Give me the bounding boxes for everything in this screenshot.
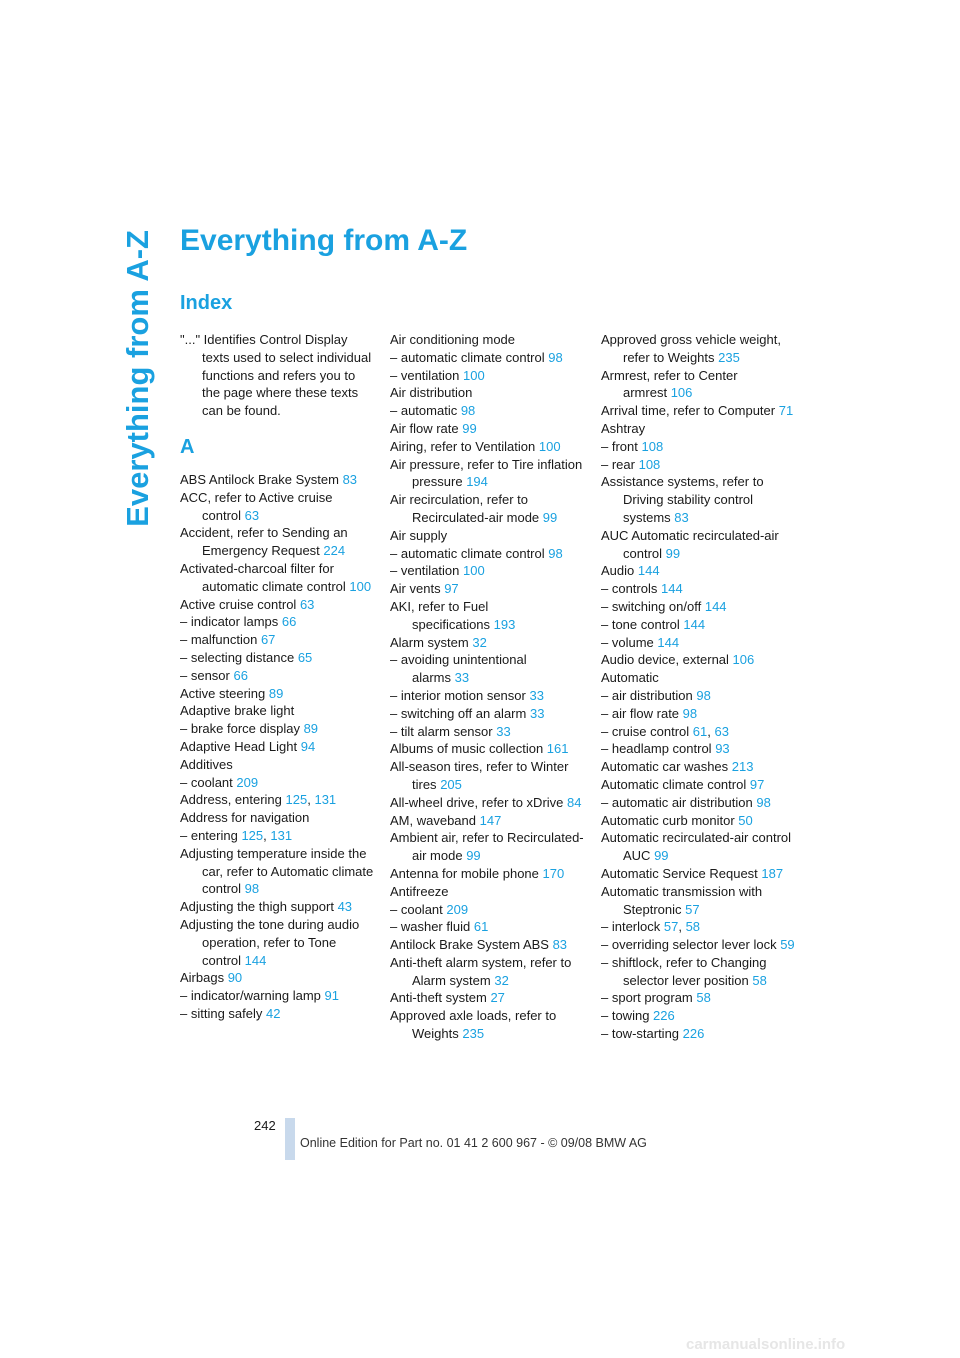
index-entry — [180, 471, 375, 489]
index-entry — [390, 865, 585, 883]
index-entry-text: Automatic recirculated-air control AUC — [601, 830, 792, 864]
page-reference-link[interactable]: 99 — [665, 545, 681, 561]
index-entry — [390, 723, 585, 741]
page-reference-link[interactable]: 193 — [493, 616, 516, 632]
page-reference-link[interactable]: 161 — [546, 741, 569, 757]
section-title: Index — [180, 292, 233, 314]
page-reference-link[interactable]: 144 — [704, 598, 727, 614]
index-entry — [390, 545, 585, 563]
page-reference-link[interactable]: 99 — [654, 848, 669, 864]
index-entry — [601, 420, 796, 438]
index-entry — [601, 651, 796, 669]
index-entry-text: Automatic transmission with Steptronic — [601, 883, 763, 917]
page-reference-link[interactable]: 144 — [661, 581, 683, 597]
index-entry — [390, 989, 585, 1007]
page-reference-link[interactable]: 58 — [696, 990, 711, 1006]
index-entry-text: Air conditioning mode — [390, 332, 516, 347]
page-reference-link[interactable]: 100 — [349, 578, 372, 594]
index-entry — [390, 598, 585, 634]
index-entry-text: – towing — [601, 1008, 650, 1024]
index-entry — [601, 456, 796, 474]
index-entry-text: AUC Automatic recirculated-air control — [601, 527, 779, 561]
index-entry-text: Adaptive brake light — [180, 703, 295, 719]
page-reference-link[interactable]: 83 — [674, 509, 689, 525]
page-reference-link[interactable]: 235 — [718, 349, 740, 365]
index-entry-text: – selecting distance — [180, 649, 295, 665]
page-reference-link[interactable]: 170 — [542, 865, 565, 881]
page-reference-link[interactable]: 187 — [761, 865, 784, 881]
page-reference-link[interactable]: 131 — [314, 792, 337, 808]
page-reference-link[interactable]: 125 — [285, 792, 308, 808]
index-entry-text: – automatic climate control — [390, 545, 545, 561]
index-entry-text: Ashtray — [601, 420, 646, 436]
index-entry-text: – automatic climate control — [390, 349, 545, 365]
index-entry-text: Automatic Service Request — [601, 865, 758, 881]
index-entry-text: Air supply — [390, 527, 448, 543]
index-entry-text: – indicator lamps — [180, 614, 279, 630]
index-entry-text: – automatic — [390, 403, 458, 419]
index-entry-text: ACC, refer to Active cruise control — [180, 489, 333, 523]
index-entry: – cruise control 61, 63 — [601, 723, 729, 739]
page-reference-link[interactable]: 59 — [780, 937, 795, 953]
index-entry — [601, 402, 796, 420]
index-entry-text: – ventilation — [390, 563, 460, 579]
index-entry-text: – air flow rate — [601, 705, 680, 721]
index-entry — [601, 829, 796, 865]
page-reference-link[interactable]: 100 — [463, 563, 485, 579]
index-entry-text: AM, waveband — [390, 812, 476, 828]
index-entry-text: – automatic air distribution — [601, 794, 753, 810]
index-entry — [390, 580, 585, 598]
index-entry-text: – rear — [601, 456, 635, 472]
index-entry-text: Automatic climate control — [601, 776, 747, 792]
page-reference-link[interactable]: 58 — [752, 972, 767, 988]
index-entry — [390, 883, 585, 901]
index-entry — [180, 774, 375, 792]
index-entry — [601, 634, 796, 652]
index-entry — [390, 687, 585, 705]
page-reference-link[interactable]: 89 — [268, 685, 284, 701]
index-entry-text: – air distribution — [601, 687, 693, 703]
index-entry — [180, 489, 375, 525]
watermark: carmanualsonline.info — [686, 1336, 846, 1353]
page-reference-link[interactable]: 98 — [460, 403, 476, 419]
index-entry — [601, 598, 796, 616]
index-entry — [180, 685, 375, 703]
index-entry-text: Air distribution — [390, 385, 473, 401]
page-reference-link[interactable]: 42 — [266, 1005, 281, 1021]
index-entry — [601, 1007, 796, 1025]
page-reference-link[interactable]: 33 — [454, 670, 470, 686]
footer-edition: Online Edition for Part no. 01 41 2 600 967 - © 09/08 BMW AG — [300, 1136, 647, 1150]
index-entry-text: – brake force display — [180, 721, 300, 737]
index-entry — [180, 969, 375, 987]
index-entry-text: Active cruise control — [180, 596, 297, 612]
index-entry — [390, 758, 585, 794]
page-reference-link[interactable]: 147 — [479, 812, 502, 828]
page-reference-link[interactable]: 57 — [663, 919, 679, 935]
page-reference-link[interactable]: 144 — [683, 616, 706, 632]
page-reference-link[interactable]: 33 — [529, 705, 545, 721]
index-entry — [180, 845, 375, 898]
index-entry — [390, 901, 585, 919]
index-entry — [601, 527, 796, 563]
page-reference-link[interactable]: 67 — [260, 632, 276, 648]
page-reference-link[interactable]: 144 — [637, 563, 660, 579]
page-reference-link[interactable]: 83 — [552, 937, 568, 953]
page-reference-link[interactable]: 226 — [653, 1008, 675, 1024]
index-entry — [180, 987, 375, 1005]
index-entry-text: Airbags — [180, 970, 225, 986]
index-entry-text: – tow-starting — [601, 1026, 680, 1042]
index-entry — [601, 740, 796, 758]
index-entry — [601, 936, 796, 954]
index-entry — [390, 367, 585, 385]
page-reference-link[interactable]: 226 — [682, 1026, 705, 1042]
index-column-2 — [390, 331, 585, 1043]
index-entry-text: Automatic curb monitor — [601, 812, 735, 828]
page-reference-link[interactable]: 194 — [466, 474, 488, 490]
index-entry-text: – tilt alarm sensor — [390, 723, 493, 739]
index-entry-text: Assistance systems, refer to Driving stability control systems — [601, 474, 764, 525]
page-reference-link[interactable]: 235 — [462, 1026, 485, 1042]
index-entry — [601, 367, 796, 403]
index-entry-text: ABS Antilock Brake System — [180, 471, 339, 487]
page-reference-link[interactable]: 83 — [342, 471, 358, 487]
page-reference-link[interactable]: 91 — [324, 988, 339, 1004]
index-entry — [390, 438, 585, 456]
index-entry — [390, 918, 585, 936]
page-reference-link[interactable]: 32 — [472, 634, 487, 650]
page-reference-link[interactable]: 32 — [494, 972, 509, 988]
index-entry-text: Antilock Brake System ABS — [390, 937, 549, 953]
page-reference-link[interactable]: 108 — [638, 456, 661, 472]
page-title: Everything from A-Z — [180, 224, 468, 257]
index-entry-text: AKI, refer to Fuel specifications — [390, 598, 491, 632]
footer-bar — [285, 1118, 295, 1160]
index-entry-text: – headlamp control — [601, 741, 712, 757]
index-entry — [390, 491, 585, 527]
index-entry-text: – interior motion sensor — [390, 687, 526, 703]
index-entry: – interlock 57, 58 — [601, 919, 701, 935]
index-entry-text: Anti-theft system — [390, 990, 487, 1006]
index-entry — [180, 667, 375, 685]
index-entry — [180, 631, 375, 649]
index-entry — [390, 349, 585, 367]
index-entry — [601, 616, 796, 634]
index-entry — [601, 580, 796, 598]
index-entry — [390, 829, 585, 865]
index-entry-text: – indicator/warning lamp — [180, 988, 321, 1004]
index-entry-text: Address for navigation — [180, 810, 310, 826]
index-entry-text: – coolant — [180, 774, 233, 790]
page-reference-link[interactable]: 144 — [657, 634, 680, 650]
index-entry — [601, 812, 796, 830]
index-entry-text: – switching on/off — [601, 598, 702, 614]
index-entry — [601, 865, 796, 883]
page-reference-link[interactable]: 99 — [462, 420, 477, 436]
index-entry — [180, 1005, 375, 1023]
index-entry-text: – front — [601, 438, 638, 454]
index-entry: Address, entering 125, 131 — [180, 792, 337, 808]
page-reference-link[interactable]: 99 — [542, 509, 558, 525]
index-entry-text: Audio — [601, 563, 635, 579]
page-reference-link[interactable]: 213 — [731, 759, 754, 775]
page-reference-link[interactable]: 93 — [715, 741, 730, 757]
index-entry-text: Active steering — [180, 685, 266, 701]
index-entry-text: Additives — [180, 756, 233, 772]
index-entry-text: – volume — [601, 634, 654, 650]
page-reference-link[interactable]: 65 — [297, 649, 313, 665]
page-reference-link[interactable]: 98 — [682, 705, 698, 721]
index-entry — [601, 562, 796, 580]
index-entry-text: Airing, refer to Ventilation — [390, 438, 536, 454]
index-entry — [180, 756, 375, 774]
index-entry-text: Adjusting temperature inside the car, refer to Automatic climate control — [180, 845, 374, 897]
index-entry — [390, 740, 585, 758]
index-entry-text: "..." Identifies Control Display texts used to select individual functions and refers you to the page where these texts can be found. — [180, 332, 372, 419]
index-entry-text: – malfunction — [180, 632, 258, 648]
index-entry-text: – shiftlock, refer to Changing selector lever position — [601, 954, 767, 988]
index-entry-text: Alarm system — [390, 634, 469, 650]
index-entry — [601, 687, 796, 705]
index-entry-text: – sitting safely — [180, 1005, 263, 1021]
index-entry-text: – sensor — [180, 667, 230, 683]
page-reference-link[interactable]: 43 — [337, 899, 353, 915]
page-reference-link[interactable]: 131 — [270, 827, 293, 843]
index-entry-text: – controls — [601, 581, 658, 597]
page-reference-link[interactable]: 98 — [244, 881, 260, 897]
index-entry — [390, 936, 585, 954]
index-entry-text: – sport program — [601, 990, 693, 1006]
index-entry-text: Air pressure, refer to Tire inflation pressure — [390, 456, 583, 490]
page-reference-link[interactable]: 224 — [323, 543, 346, 559]
index-entry — [601, 989, 796, 1007]
index-column-3 — [601, 331, 796, 1043]
index-entry-text: Air vents — [390, 581, 441, 597]
index-entry-text: Adjusting the thigh support — [180, 899, 334, 915]
index-entry-text: All-wheel drive, refer to xDrive — [390, 794, 564, 810]
index-entry: – entering 125, 131 — [180, 827, 293, 843]
page-reference-link[interactable]: 58 — [685, 919, 701, 935]
index-entry-text: Approved axle loads, refer to Weights — [390, 1008, 557, 1042]
index-entry — [390, 794, 585, 812]
page-reference-link[interactable]: 98 — [696, 687, 711, 703]
page-reference-link[interactable]: 209 — [446, 901, 469, 917]
index-entry — [601, 758, 796, 776]
index-entry-text: Automatic — [601, 670, 659, 686]
index-entry — [390, 420, 585, 438]
index-entry — [601, 473, 796, 526]
page-reference-link[interactable]: 71 — [778, 403, 794, 419]
page-reference-link[interactable]: 144 — [244, 952, 267, 968]
index-entry — [180, 720, 375, 738]
index-entry-text: – ventilation — [390, 367, 460, 383]
index-entry-text: – interlock — [601, 919, 661, 935]
index-entry-text: Audio device, external — [601, 652, 729, 668]
page-reference-link[interactable]: 84 — [567, 794, 582, 810]
index-entry — [601, 794, 796, 812]
index-entry-text: – cruise control — [601, 723, 690, 739]
index-entry-text: Anti-theft alarm system, refer to Alarm system — [390, 954, 572, 988]
index-entry-text: Albums of music collection — [390, 741, 544, 757]
index-entry — [180, 560, 375, 596]
side-tab — [118, 230, 158, 530]
index-entry-text: Approved gross vehicle weight, refer to Weights — [601, 332, 781, 365]
index-entry-text: Arrival time, refer to Computer — [601, 403, 776, 419]
index-entry — [601, 883, 796, 919]
page-reference-link[interactable]: 61 — [692, 723, 708, 739]
index-entry — [180, 809, 375, 827]
index-entry — [390, 634, 585, 652]
index-entry-text: Antenna for mobile phone — [390, 865, 539, 881]
index-entry — [601, 669, 796, 687]
index-entry — [180, 596, 375, 614]
page-reference-link[interactable]: 63 — [299, 596, 315, 612]
page-reference-link[interactable]: 98 — [548, 545, 563, 561]
index-entry — [390, 651, 585, 687]
page-reference-link[interactable]: 97 — [749, 776, 765, 792]
index-entry — [390, 456, 585, 492]
index-entry-text: Antifreeze — [390, 883, 449, 899]
page-reference-link[interactable]: 90 — [227, 970, 243, 986]
index-entry-text: – entering — [180, 827, 238, 843]
page-reference-link[interactable]: 57 — [685, 901, 700, 917]
index-entry — [390, 331, 585, 349]
index-entry — [390, 562, 585, 580]
index-entry — [180, 524, 375, 560]
page-reference-link[interactable]: 27 — [490, 990, 505, 1006]
page-reference-link[interactable]: 99 — [466, 848, 481, 864]
index-entry — [601, 438, 796, 456]
index-entry-text: Automatic car washes — [601, 759, 729, 775]
index-entry — [390, 384, 585, 402]
page-reference-link[interactable]: 63 — [244, 507, 260, 523]
side-tab-label: Everything from A-Z — [120, 230, 155, 527]
index-letter-heading: A — [180, 435, 195, 458]
page-reference-link[interactable]: 33 — [529, 687, 544, 703]
index-entry — [601, 954, 796, 990]
index-entry-text: Ambient air, refer to Recirculated-air mode — [390, 830, 584, 864]
page-reference-link[interactable]: 100 — [538, 438, 561, 454]
page-reference-link[interactable]: 89 — [303, 721, 319, 737]
index-entry — [601, 776, 796, 794]
page-reference-link[interactable]: 106 — [670, 385, 693, 401]
page-reference-link[interactable]: 63 — [714, 723, 729, 739]
page-reference-link[interactable]: 205 — [440, 776, 462, 792]
index-entry — [390, 954, 585, 990]
index-entry-text: – washer fluid — [390, 919, 471, 935]
index-entry-text: Address, entering — [180, 792, 282, 808]
index-entry — [390, 812, 585, 830]
index-entry-text: Armrest, refer to Center armrest — [601, 367, 738, 401]
page-reference-link[interactable]: 61 — [473, 919, 489, 935]
index-entry — [180, 702, 375, 720]
index-column-1 — [180, 331, 375, 1023]
index-entry-text: Activated-charcoal filter for automatic climate control — [180, 560, 346, 594]
index-entry — [601, 1025, 796, 1043]
page-reference-link[interactable]: 98 — [548, 349, 563, 365]
page-reference-link[interactable]: 94 — [300, 738, 316, 754]
page-reference-link[interactable]: 106 — [732, 652, 755, 668]
page-reference-link[interactable]: 66 — [233, 667, 248, 683]
index-entry — [601, 705, 796, 723]
page-reference-link[interactable]: 100 — [463, 367, 485, 383]
page-reference-link[interactable]: 50 — [738, 812, 753, 828]
index-entry — [180, 898, 375, 916]
index-entry-text: All-season tires, refer to Winter tires — [390, 759, 569, 792]
index-entry-text: – avoiding unintentional alarms — [390, 652, 527, 686]
page-reference-link[interactable]: 97 — [444, 581, 459, 597]
index-entry-text: Adjusting the tone during audio operation, refer to Tone control — [180, 916, 360, 968]
index-entry — [180, 916, 375, 969]
index-entry — [180, 649, 375, 667]
page-reference-link[interactable]: 209 — [236, 774, 259, 790]
index-entry-text: – switching off an alarm — [390, 705, 527, 721]
page-reference-link[interactable]: 66 — [281, 614, 297, 630]
page-reference-link[interactable]: 125 — [241, 827, 264, 843]
index-entry-text: – coolant — [390, 901, 443, 917]
index-entry-text: Adaptive Head Light — [180, 738, 298, 754]
index-entry — [390, 527, 585, 545]
index-entry — [180, 613, 375, 631]
index-entry — [390, 402, 585, 420]
page-reference-link[interactable]: 98 — [756, 794, 771, 810]
index-entry — [180, 331, 375, 420]
index-entry-text: Air recirculation, refer to Recirculated-air mode — [390, 492, 540, 525]
page-reference-link[interactable]: 108 — [641, 438, 664, 454]
index-entry-text: – tone control — [601, 616, 680, 632]
index-entry-text: – overriding selector lever lock — [601, 937, 777, 953]
page-reference-link[interactable]: 33 — [496, 723, 511, 739]
index-entry-text: Accident, refer to Sending an Emergency Request — [180, 525, 348, 559]
index-entry — [601, 331, 796, 367]
index-entry — [390, 1007, 585, 1043]
index-entry — [180, 738, 375, 756]
page-number: 242 — [254, 1118, 276, 1133]
index-entry-text: Air flow rate — [390, 420, 459, 436]
index-entry — [390, 705, 585, 723]
